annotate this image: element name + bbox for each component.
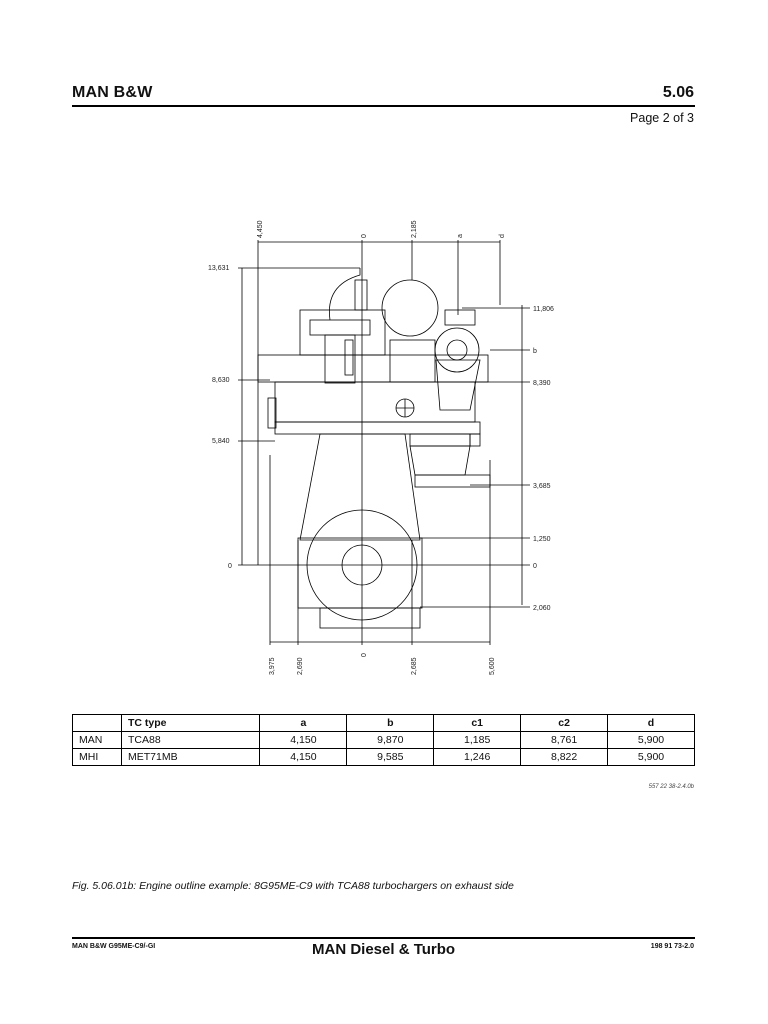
cell-b: 9,585: [347, 749, 434, 766]
header-rule: [72, 105, 695, 107]
cell-c1: 1,185: [434, 732, 521, 749]
footer-company: MAN Diesel & Turbo: [312, 941, 456, 958]
cell-c1: 1,246: [434, 749, 521, 766]
cell-c2: 8,761: [521, 732, 608, 749]
footer-rule: [72, 937, 695, 939]
dim-top-4450: 4,450: [257, 220, 264, 238]
cell-tc-type: MET71MB: [122, 749, 260, 766]
cell-a: 4,150: [260, 732, 347, 749]
dim-top-d: d: [499, 234, 506, 238]
dim-right-2060: 2,060: [533, 605, 551, 612]
dim-bottom-2690: 2,690: [297, 657, 304, 675]
engine-outline-drawing: [200, 210, 560, 680]
col-header-c1: c1: [434, 715, 521, 732]
dim-bottom-0: 0: [361, 653, 368, 657]
col-header-maker: [73, 715, 122, 732]
dim-right-3685: 3,685: [533, 483, 551, 490]
dim-left-8630: 8,630: [212, 377, 230, 384]
dim-top-0: 0: [361, 234, 368, 238]
dim-right-1250: 1,250: [533, 536, 551, 543]
dim-top-a: a: [457, 234, 464, 238]
figure-caption: Fig. 5.06.01b: Engine outline example: 8G95ME-C9 with TCA88 turbochargers on exhaust side: [72, 880, 514, 892]
dim-left-5840: 5,840: [212, 438, 230, 445]
cell-c2: 8,822: [521, 749, 608, 766]
dim-bottom-5600: 5,600: [489, 657, 496, 675]
dim-left-0: 0: [228, 563, 232, 570]
dim-left-13631: 13,631: [208, 265, 230, 272]
dim-right-11806: 11,806: [533, 306, 554, 313]
col-header-tc-type: TC type: [122, 715, 260, 732]
cell-maker: MAN: [73, 732, 122, 749]
footer-engine-code: MAN B&W G95ME-C9/-GI: [72, 943, 156, 950]
dim-bottom-2685: 2,685: [411, 657, 418, 675]
page-number: Page 2 of 3: [630, 111, 694, 125]
drawing-reference: 557 22 38-2.4.0b: [648, 784, 694, 790]
dim-bottom-3975: 3,975: [269, 657, 276, 675]
brand-title: MAN B&W: [72, 84, 153, 101]
section-number: 5.06: [662, 84, 694, 101]
cell-b: 9,870: [347, 732, 434, 749]
footer-doc-number: 198 91 73-2.0: [650, 943, 694, 950]
table-row: [73, 732, 695, 749]
col-header-a: a: [260, 715, 347, 732]
cell-d: 5,900: [608, 732, 695, 749]
dim-right-8390: 8,390: [533, 380, 551, 387]
col-header-b: b: [347, 715, 434, 732]
cell-d: 5,900: [608, 749, 695, 766]
cell-tc-type: TCA88: [122, 732, 260, 749]
table-row: [73, 749, 695, 766]
dim-right-0: 0: [533, 563, 537, 570]
tc-dimensions-table: [72, 714, 695, 766]
cell-maker: MHI: [73, 749, 122, 766]
col-header-d: d: [608, 715, 695, 732]
col-header-c2: c2: [521, 715, 608, 732]
dim-right-b: b: [533, 348, 537, 355]
dim-top-2185: 2,185: [411, 220, 418, 238]
cell-a: 4,150: [260, 749, 347, 766]
table-header-row: [73, 715, 695, 732]
